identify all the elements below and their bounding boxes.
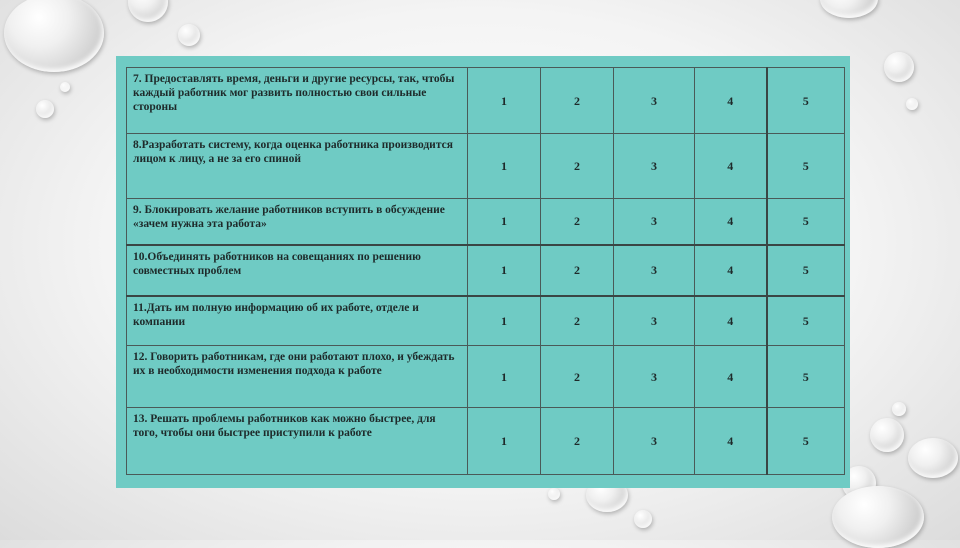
rating-cell: 3 [614, 296, 695, 346]
rating-cell: 4 [695, 346, 767, 408]
rating-cell: 4 [695, 296, 767, 346]
rating-cell: 1 [468, 296, 541, 346]
table-row [127, 346, 845, 408]
water-drop [4, 0, 104, 72]
rating-cell: 5 [767, 134, 845, 199]
rating-cell: 4 [695, 408, 767, 475]
rating-cell: 2 [541, 68, 614, 134]
rating-cell: 3 [614, 408, 695, 475]
water-drop [892, 402, 906, 416]
water-drop [906, 98, 918, 110]
rating-cell: 2 [541, 296, 614, 346]
rating-cell: 3 [614, 245, 695, 296]
rating-cell: 4 [695, 68, 767, 134]
table-row [127, 408, 845, 475]
rating-cell: 1 [468, 199, 541, 245]
rating-cell: 5 [767, 199, 845, 245]
rating-cell: 1 [468, 245, 541, 296]
water-drop [36, 100, 54, 118]
rating-cell: 4 [695, 245, 767, 296]
water-drop [178, 24, 200, 46]
question-cell: 10.Объединять работников на совещаниях по решению совместных проблем [127, 245, 468, 296]
question-cell: 11.Дать им полную информацию об их работе, отделе и компании [127, 296, 468, 346]
rating-cell: 3 [614, 346, 695, 408]
table-row [127, 296, 845, 346]
survey-table [126, 67, 845, 475]
rating-cell: 1 [468, 408, 541, 475]
rating-cell: 2 [541, 199, 614, 245]
rating-cell: 1 [468, 134, 541, 199]
rating-cell: 5 [767, 408, 845, 475]
question-cell: 13. Решать проблемы работников как можно быстрее, для того, чтобы они быстрее приступили к работе [127, 408, 468, 475]
water-drop [60, 82, 70, 92]
table-row [127, 199, 845, 245]
rating-cell: 4 [695, 199, 767, 245]
question-cell: 7. Предоставлять время, деньги и другие ресурсы, так, чтобы каждый работник мог развить полностью свои сильные стороны [127, 68, 468, 134]
water-drop [832, 486, 924, 548]
water-drop [548, 488, 560, 500]
rating-cell: 5 [767, 68, 845, 134]
rating-cell: 1 [468, 346, 541, 408]
rating-cell: 4 [695, 134, 767, 199]
rating-cell: 3 [614, 134, 695, 199]
rating-cell: 5 [767, 296, 845, 346]
rating-cell: 1 [468, 68, 541, 134]
rating-cell: 2 [541, 134, 614, 199]
rating-cell: 2 [541, 346, 614, 408]
water-drop [870, 418, 904, 452]
rating-cell: 2 [541, 408, 614, 475]
water-drop [128, 0, 168, 22]
question-cell: 9. Блокировать желание работников вступить в обсуждение «зачем нужна эта работа» [127, 199, 468, 245]
table-row [127, 134, 845, 199]
question-cell: 8.Разработать систему, когда оценка работника производится лицом к лицу, а не за его спиной [127, 134, 468, 199]
water-drop [820, 0, 878, 18]
rating-cell: 3 [614, 199, 695, 245]
water-drop [634, 510, 652, 528]
water-drop [908, 438, 958, 478]
water-drop [884, 52, 914, 82]
table-row [127, 68, 845, 134]
question-cell: 12. Говорить работникам, где они работают плохо, и убеждать их в необходимости изменения подхода к работе [127, 346, 468, 408]
rating-cell: 3 [614, 68, 695, 134]
rating-cell: 5 [767, 245, 845, 296]
table-row [127, 245, 845, 296]
rating-cell: 5 [767, 346, 845, 408]
rating-cell: 2 [541, 245, 614, 296]
